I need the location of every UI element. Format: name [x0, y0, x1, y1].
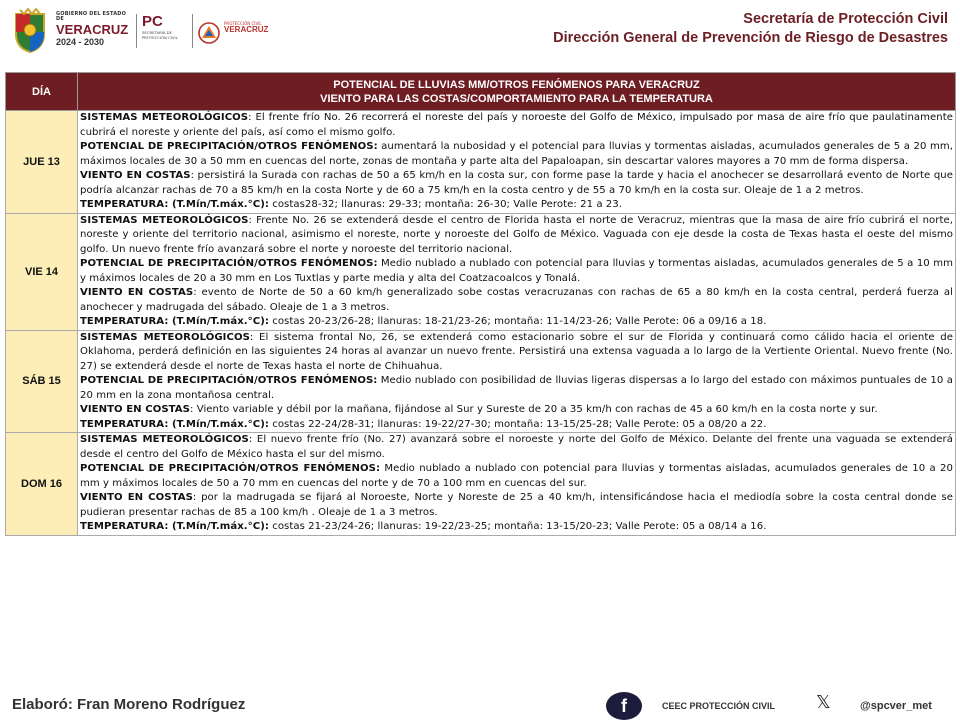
veracruz-coat-of-arms-icon	[10, 8, 50, 54]
forecast-table	[5, 72, 956, 536]
day-cell: DOM 16	[6, 433, 78, 536]
viento-label: VIENTO EN COSTAS	[80, 170, 191, 181]
forecast-cell	[78, 433, 956, 536]
column-header-info-line2: VIENTO PARA LAS COSTAS/COMPORTAMIENTO PARA LA TEMPERATURA	[320, 92, 713, 105]
temperatura-label: TEMPERATURA: (T.Mín/T.máx.°C):	[80, 418, 269, 430]
pcv-sub-text: PROTECCIÓN CIVIL	[224, 21, 262, 26]
pc-sub-text: SECRETARÍA DE PROTECCIÓN CIVIL	[142, 30, 178, 40]
viento-label: VIENTO EN COSTAS	[80, 404, 190, 415]
sistemas-text: : Frente No. 26 se extenderá desde el centro de Florida hasta el norte de Veracruz, mientras que la masa de aire frío cubrirá el norte, noreste y oriente del territorio nacional, asimismo el noreste, norte y noroeste del Golfo de México. Vaguada con eje desde la costa de Texas hasta el oeste del mismo golfo. Un nuevo frente frío avanzará sobre el norte y noroeste del territorio nacional.	[80, 214, 953, 255]
table-row	[6, 330, 956, 433]
department-title-line2: Dirección General de Prevención de Riesgo de Desastres	[553, 30, 948, 46]
sistemas-text: : El sistema frontal No, 26, se extenderá como estacionario sobre el sur de Florida y continuará como cálido hacia el oriente de Oklahoma, perderá definición en las siguientes 24 horas al avanzar un nuevo frente. Persistirá una extensa vaguada a lo largo de la Vertiente Oriental. Nuevo frente (No. 27) se extenderá desde el norte de Texas hasta el norte de Chihuahua.	[80, 331, 953, 372]
x-twitter-icon[interactable]: 𝕏	[816, 692, 831, 713]
pc-logo	[142, 14, 192, 40]
column-header-day: DÍA	[6, 73, 78, 111]
potencial-label: POTENCIAL DE PRECIPITACIÓN/OTROS FENÓMENOS:	[80, 375, 378, 386]
sistemas-text: : El nuevo frente frío (No. 27) avanzará sobre el noroeste y norte del Golfo de México. Delante del frente una vaguada se extenderá desde el centro del Golfo de México hasta el sur del mismo.	[80, 434, 953, 460]
sistemas-label: SISTEMAS METEOROLÓGICOS	[80, 214, 249, 226]
page-footer	[0, 692, 960, 720]
column-header-info-line1: POTENCIAL DE LLUVIAS MM/OTROS FENÓMENOS PARA VERACRUZ	[333, 78, 700, 91]
sistemas-label: SISTEMAS METEOROLÓGICOS	[80, 434, 249, 445]
viento-text: : evento de Norte de 50 a 60 km/h generalizado sobe costas veracruzanas con rachas de 65 a 80 km/h en la costa central, perderá fuerza al anochecer y madrugada del sábado. Oleaje de 1 a 3 metros.	[80, 287, 953, 313]
temperatura-text: costas 22-24/28-31; llanuras: 19-22/27-30; montaña: 13-15/25-28; Valle Perote: 05 a 08/20 a 22.	[268, 418, 767, 430]
potencial-text: Medio nublado a nublado con potencial para lluvias y tormentas aisladas, acumulados generales de 10 a 20 mm y máximos locales de 50 a 70 mm en cuencas del norte y de 70 a 100 mm en cuencas del sur.	[80, 463, 953, 489]
department-title	[553, 10, 948, 48]
table-row	[6, 213, 956, 330]
gov-years-text: 2024 - 2030	[56, 37, 105, 47]
sistemas-paragraph	[80, 433, 953, 462]
temperatura-label: TEMPERATURA: (T.Mín/T.máx.°C):	[80, 316, 269, 327]
table-header-row	[6, 73, 956, 111]
potencial-text: Medio nublado a nublado con potencial para lluvias y tormentas aisladas, acumulados generales de 5 a 10 mm y máximos locales de 20 a 30 mm en Los Tuxtlas y parte media y alta del Coatzacoalcos y Tonalá.	[80, 258, 953, 284]
temperatura-label: TEMPERATURA: (T.Mín/T.máx.°C):	[80, 199, 269, 210]
potencial-paragraph	[80, 462, 953, 491]
facebook-page-label[interactable]: CEEC PROTECCIÓN CIVIL	[662, 701, 776, 711]
viento-label: VIENTO EN COSTAS	[80, 287, 194, 298]
forecast-cell	[78, 111, 956, 214]
table-row	[6, 111, 956, 214]
potencial-text: aumentará la nubosidad y el potencial para lluvias y tormentas aisladas, acumulados generales de 5 a 20 mm, máximos locales de 30 a 50 mm en cuencas del norte, zonas de montaña y parte alta del Papaloapan, sin descartar valores mayores a 70 mm de forma dispersa.	[80, 141, 953, 167]
civil-protection-emblem-icon	[198, 22, 220, 44]
sistemas-label: SISTEMAS METEOROLÓGICOS	[80, 112, 249, 123]
x-handle-label[interactable]: @spcver_met	[860, 700, 932, 712]
potencial-text: Medio nublado con posibilidad de lluvias ligeras dispersas a lo largo del estado con máximos puntuales de 10 a 20 mm en la zona montañosa central.	[80, 375, 953, 401]
author-credit: Elaboró: Fran Moreno Rodríguez	[12, 696, 246, 713]
temperatura-paragraph	[80, 315, 953, 330]
logo-divider	[192, 14, 193, 48]
day-cell: SÁB 15	[6, 330, 78, 433]
logo-divider	[136, 14, 137, 48]
temperatura-text: costas 20-23/26-28; llanuras: 18-21/23-26; montaña: 11-14/23-26; Valle Perote: 06 a 09/16 a 18.	[268, 316, 767, 327]
temperatura-paragraph	[80, 198, 953, 213]
potencial-label: POTENCIAL DE PRECIPITACIÓN/OTROS FENÓMENOS:	[80, 258, 378, 269]
sistemas-label: SISTEMAS METEOROLÓGICOS	[80, 331, 250, 343]
column-header-info	[78, 73, 956, 111]
forecast-cell	[78, 213, 956, 330]
page-header	[0, 0, 960, 66]
sistemas-text: : El frente frío No. 26 recorrerá el noreste del país y noroeste del Golfo de México, impulsado por masa de aire frío que paulatinamente cubrirá el noreste y oriente del país, así como el mismo golfo.	[80, 112, 953, 138]
potencial-label: POTENCIAL DE PRECIPITACIÓN/OTROS FENÓMENOS:	[80, 141, 378, 152]
pc-mark-text: PC	[142, 13, 163, 30]
viento-paragraph	[80, 403, 953, 418]
potencial-paragraph	[80, 374, 953, 403]
table-row	[6, 433, 956, 536]
gov-small-text: GOBIERNO DEL ESTADO DE	[56, 11, 127, 22]
government-logo-text	[56, 12, 132, 47]
department-title-line1: Secretaría de Protección Civil	[743, 11, 948, 27]
potencial-paragraph	[80, 257, 953, 286]
pcv-state-text: VERACRUZ	[224, 25, 269, 35]
viento-paragraph	[80, 169, 953, 198]
day-cell: VIE 14	[6, 213, 78, 330]
viento-label: VIENTO EN COSTAS	[80, 492, 193, 503]
day-cell: JUE 13	[6, 111, 78, 214]
temperatura-paragraph	[80, 418, 953, 433]
viento-text: : por la madrugada se fijará al Noroeste, Norte y Noreste de 25 a 40 km/h, intensificándose hacia el mediodía sobre la costa central donde se pudieran presentar rachas de 85 a 100 km/h . Oleaje de 1 a 3 metros.	[80, 492, 953, 518]
viento-paragraph	[80, 286, 953, 315]
temperatura-text: costas28-32; llanuras: 29-33; montaña: 26-30; Valle Perote: 21 a 23.	[268, 199, 623, 210]
sistemas-paragraph	[80, 331, 953, 375]
temperatura-label: TEMPERATURA: (T.Mín/T.máx.°C):	[80, 521, 269, 532]
temperatura-paragraph	[80, 520, 953, 535]
viento-text: : persistirá la Surada con rachas de 50 a 65 km/h en la costa sur, con forme pase la tarde y hacia el anochecer se desarrollará evento de Norte que podría alcanzar rachas de 70 a 85 km/h en la costa Norte y de 60 a 75 km/h en la costa centro y de 55 a 70 km/h en la costa sur. Oleaje de 1 a 2 metros.	[80, 170, 953, 196]
sistemas-paragraph	[80, 111, 953, 140]
viento-paragraph	[80, 491, 953, 520]
facebook-icon[interactable]: f	[606, 692, 642, 720]
viento-text: : Viento variable y débil por la mañana, fijándose al Sur y Sureste de 20 a 35 km/h con rachas de 45 a 60 km/h en la costa norte y sur.	[190, 404, 878, 415]
potencial-label: POTENCIAL DE PRECIPITACIÓN/OTROS FENÓMENOS:	[80, 463, 381, 474]
temperatura-text: costas 21-23/24-26; llanuras: 19-22/23-25; montaña: 13-15/20-23; Valle Perote: 05 a 08/14 a 16.	[268, 521, 767, 532]
gov-state-text: VERACRUZ	[56, 22, 129, 37]
forecast-cell	[78, 330, 956, 433]
potencial-paragraph	[80, 140, 953, 169]
pcv-logo-text	[224, 22, 284, 35]
sistemas-paragraph	[80, 214, 953, 258]
